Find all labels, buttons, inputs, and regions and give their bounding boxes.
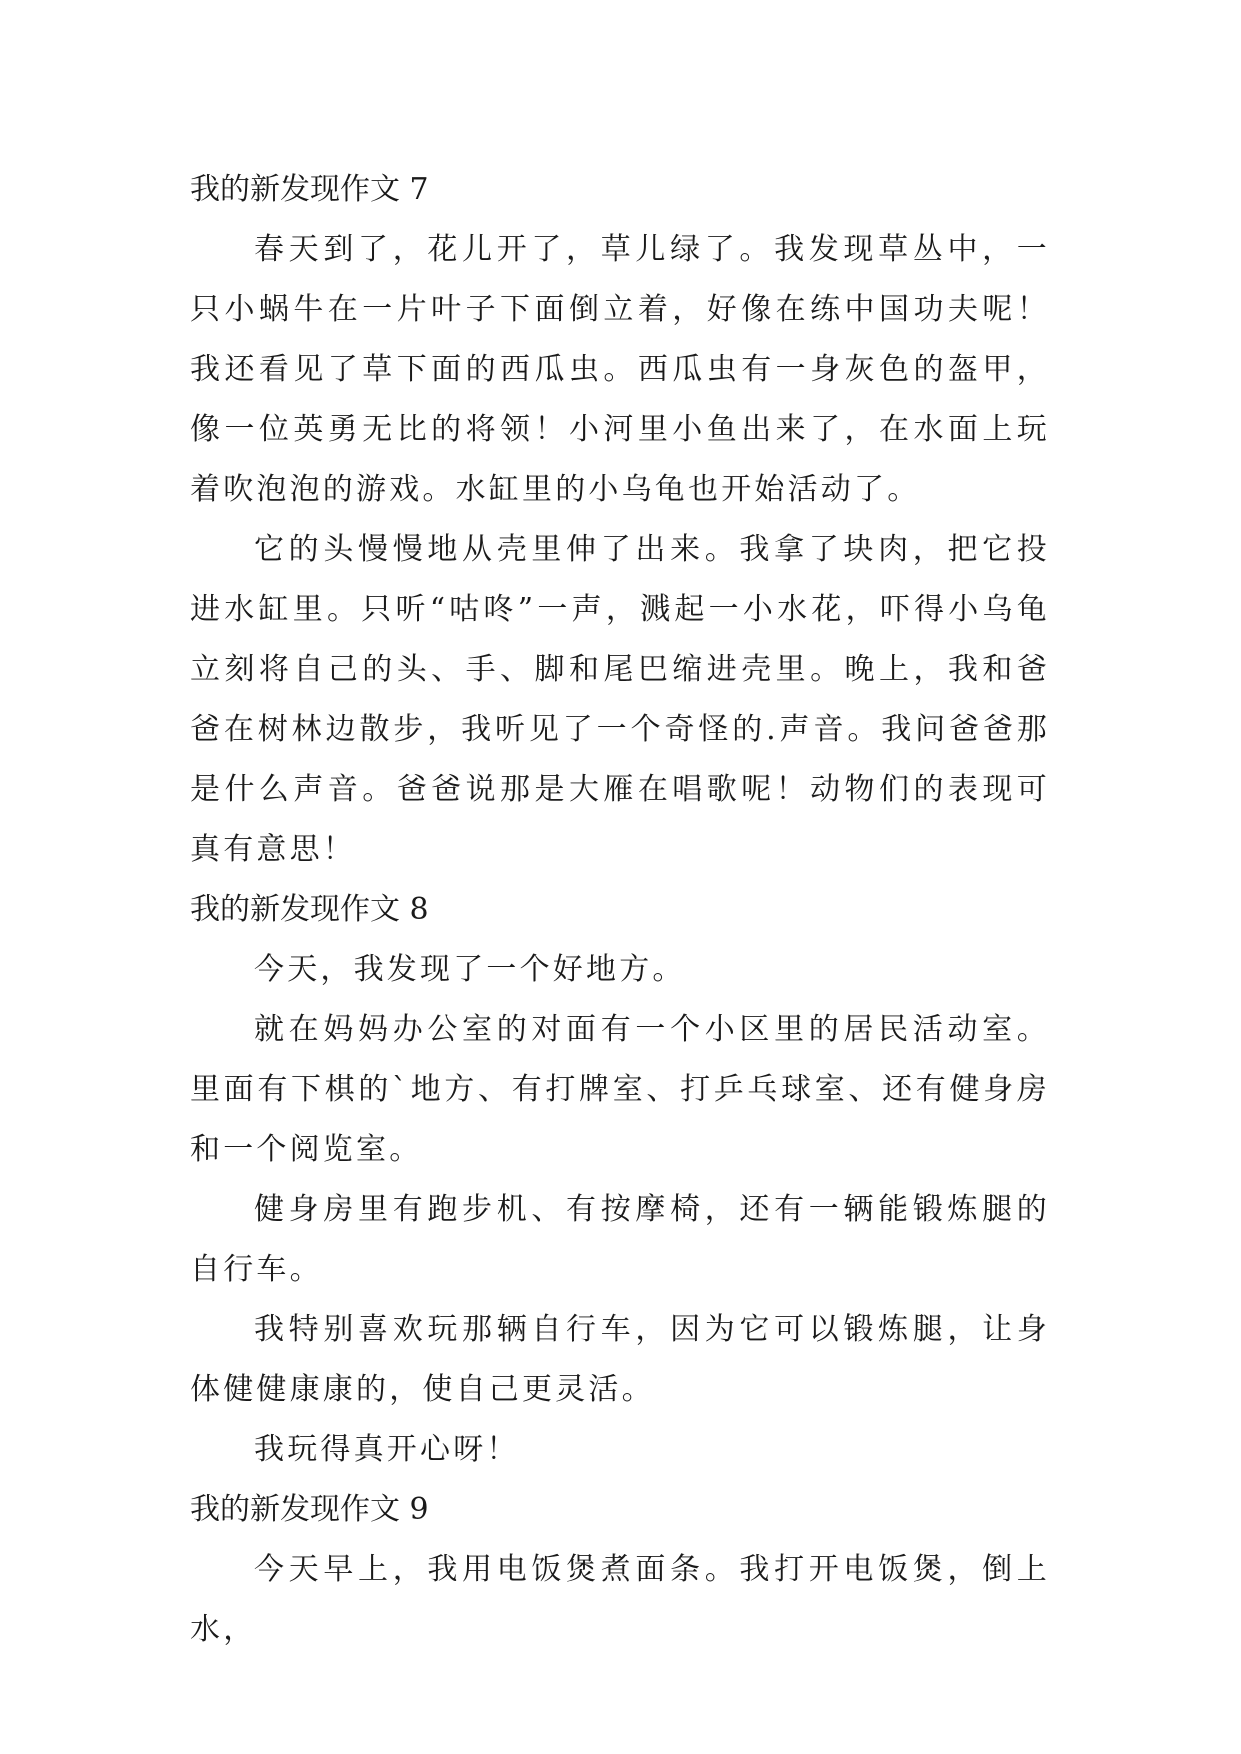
- essay-title: 我的新发现作文 7: [190, 172, 429, 207]
- essay-title: 我的新发现作文 8: [190, 892, 429, 927]
- essay-title: 我的新发现作文 9: [190, 1492, 429, 1527]
- essay-paragraph: 我特别喜欢玩那辆自行车，因为它可以锻炼腿，让身体健健康康的，使自己更灵活。: [190, 1312, 1050, 1407]
- essay-paragraph: 今天早上，我用电饭煲煮面条。我打开电饭煲，倒上水，: [190, 1552, 1050, 1647]
- essay-paragraph: 就在妈妈办公室的对面有一个小区里的居民活动室。里面有下棋的`地方、有打牌室、打乒乓球室、还有健身房和一个阅览室。: [190, 1012, 1050, 1167]
- essay-paragraph: 我玩得真开心呀！: [254, 1432, 520, 1467]
- essay-section-8: [190, 880, 1050, 1480]
- essay-paragraph: 春天到了，花儿开了，草儿绿了。我发现草丛中，一只小蜗牛在一片叶子下面倒立着，好像在练中国功夫呢！我还看见了草下面的西瓜虫。西瓜虫有一身灰色的盔甲，像一位英勇无比的将领！小河里小鱼出来了，在水面上玩着吹泡泡的游戏。水缸里的小乌龟也开始活动了。: [190, 232, 1050, 507]
- document-page: [190, 160, 1050, 1660]
- essay-paragraph: 健身房里有跑步机、有按摩椅，还有一辆能锻炼腿的自行车。: [190, 1192, 1050, 1287]
- essay-paragraph: 今天，我发现了一个好地方。: [254, 952, 686, 987]
- essay-section-7: [190, 160, 1050, 880]
- essay-section-9: [190, 1480, 1050, 1660]
- essay-paragraph: 它的头慢慢地从壳里伸了出来。我拿了块肉，把它投进水缸里。只听“咕咚”一声，溅起一小水花，吓得小乌龟立刻将自己的头、手、脚和尾巴缩进壳里。晚上，我和爸爸在树林边散步，我听见了一个奇怪的.声音。我问爸爸那是什么声音。爸爸说那是大雁在唱歌呢！动物们的表现可真有意思！: [190, 532, 1050, 867]
